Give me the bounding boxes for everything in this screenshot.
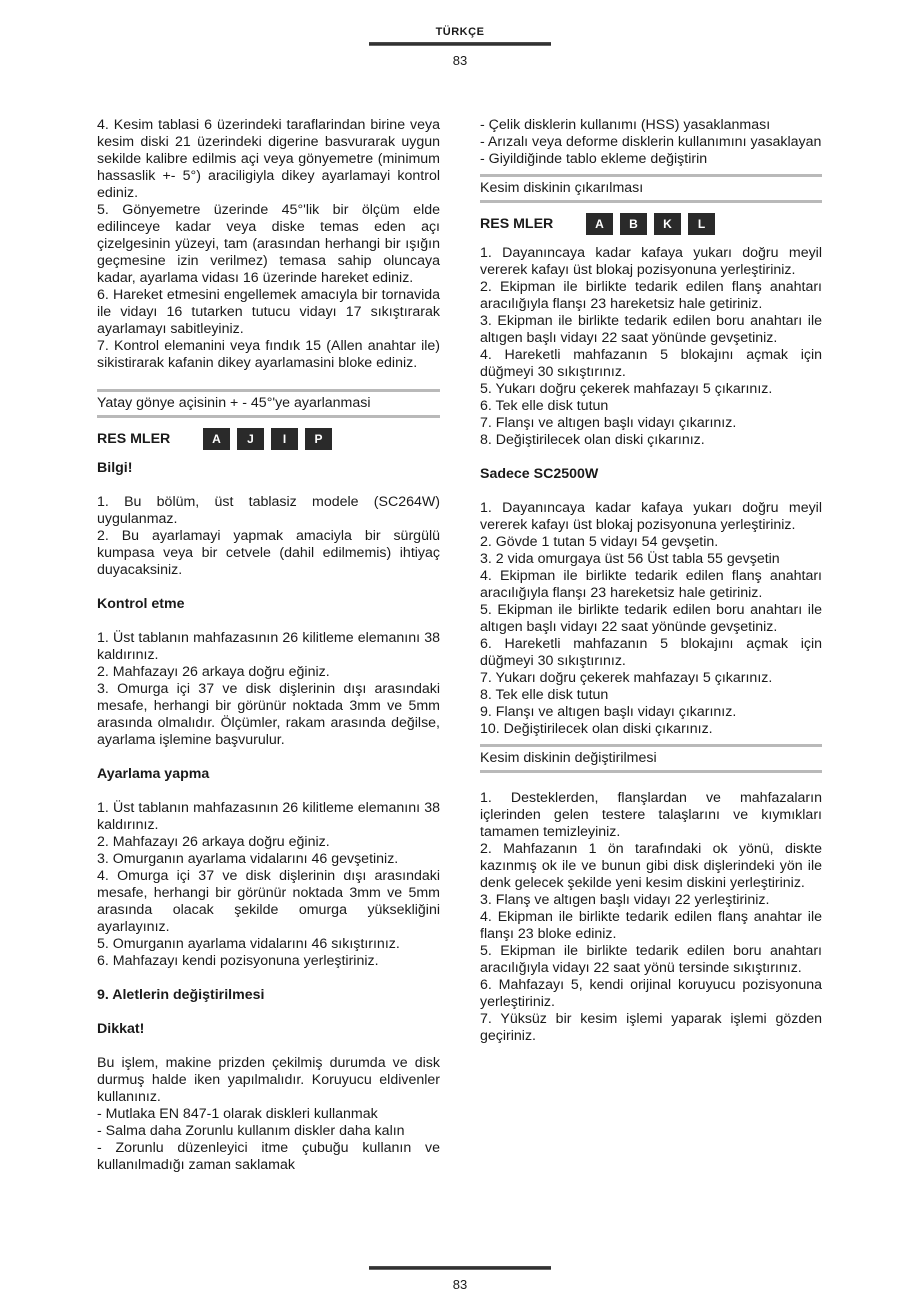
list-item: 7. Kontrol elemanini veya fındık 15 (Allen anahtar ile) sikistirarak kafanin dikey ayarlamasini bloke ediniz.	[97, 338, 440, 371]
list-item: 3. Omurganın ayarlama vidalarını 46 gevşetiniz.	[97, 851, 399, 867]
list-item: 6. Tek elle disk tutun	[480, 398, 609, 414]
list-item: 2. Bu ayarlamayi yapmak amaciyla bir sürgülü kumpasa veya bir cetvele (dahil edilmemis) ihtiyaç duyacaksiniz.	[97, 528, 440, 578]
list-item: 6. Hareketli mahfazanın 5 blokajını açmak için düğmeyi 30 sıkıştırınız.	[480, 636, 822, 669]
figures-label: RES MLER	[97, 430, 171, 447]
warning-text: Bu işlem, makine prizden çekilmiş durumda ve disk durmuş halde iken yapılmalıdır. Koruyucu eldivenler kullanınız.	[97, 1055, 440, 1105]
figure-badge: P	[305, 428, 332, 450]
list-item: 5. Gönyemetre üzerinde 45°'lik bir ölçüm elde edilinceye kadar veya diske temas eden açı çizelgesinin yüzeyi, tam (arasından herhangi bir ışığın geçmesine izin verilmez) temasa sahip oluncaya kadar, ayarlama vidası 16 üzerinde hareket ediniz.	[97, 202, 440, 286]
list-item: 1. Üst tablanın mahfazasının 26 kilitleme elemanını 38 kaldırınız.	[97, 630, 440, 663]
list-item: 1. Bu bölüm, üst tablasiz modele (SC264W) uygulanmaz.	[97, 494, 440, 527]
list-item: 1. Dayanıncaya kadar kafaya yukarı doğru meyil vererek kafayı üst blokaj pozisyonuna yerleştiriniz.	[480, 245, 822, 278]
footer-rule	[369, 1266, 551, 1270]
figures-reference	[97, 426, 440, 452]
list-item: 1. Üst tablanın mahfazasının 26 kilitleme elemanını 38 kaldırınız.	[97, 800, 440, 833]
list-item: 2. Ekipman ile birlikte tedarik edilen flanş anahtarı aracılığıyla flanşı 23 hareketsiz hale getiriniz.	[480, 279, 822, 312]
section-title-blade-change: Kesim diskinin değiştirilmesi	[480, 744, 822, 773]
list-item: - Çelik disklerin kullanımı (HSS) yasaklanması	[480, 117, 771, 133]
list-item: 2. Mahfazayı 26 arkaya doğru eğiniz.	[97, 834, 330, 850]
figure-badge: A	[586, 213, 613, 235]
header-language: TÜRKÇE	[435, 26, 485, 38]
list-item: 4. Omurga içi 37 ve disk dişlerinin dışı arasındaki mesafe, herhangi bir görünür noktada 3mm ve 5mm arasında olacak şekilde omurga yüksekliğini ayarlayınız.	[97, 868, 440, 935]
left-column	[97, 117, 440, 1174]
figure-badge: A	[203, 428, 230, 450]
list-item: 7. Flanşı ve altıgen başlı vidayı çıkarınız.	[480, 415, 737, 431]
list-item: 5. Ekipman ile birlikte tedarik edilen boru anahtarı aracılığıyla vidayı 22 saat yönü tersinde sıkıştırınız.	[480, 943, 822, 976]
list-item: 8. Tek elle disk tutun	[480, 687, 609, 703]
control-heading: Kontrol etme	[97, 596, 185, 612]
list-item: 3. Flanş ve altıgen başlı vidayı 22 yerleştiriniz.	[480, 892, 770, 908]
list-item: 6. Hareket etmesini engellemek amacıyla bir tornavida ile vidayı 16 tutarken tutucu vidayı 17 sıkıştırarak ayarlamayı sabitleyiniz.	[97, 287, 440, 337]
figures-label: RES MLER	[480, 215, 554, 232]
figure-badge: L	[688, 213, 715, 235]
list-item: 2. Gövde 1 tutan 5 vidayı 54 gevşetin.	[480, 534, 719, 550]
list-item: 4. Ekipman ile birlikte tedarik edilen flanş anahtar ile flanşı 23 bloke ediniz.	[480, 909, 822, 942]
info-heading: Bilgi!	[97, 460, 133, 476]
footer-page-number: 83	[452, 1277, 468, 1292]
list-item: 9. Flanşı ve altıgen başlı vidayı çıkarınız.	[480, 704, 737, 720]
list-item: 5. Omurganın ayarlama vidalarını 46 sıkıştırınız.	[97, 936, 400, 952]
warning-heading: Dikkat!	[97, 1021, 145, 1037]
list-item: - Mutlaka EN 847-1 olarak diskleri kullanmak	[97, 1106, 378, 1122]
list-item: 1. Dayanıncaya kadar kafaya yukarı doğru meyil vererek kafayı üst blokaj pozisyonuna yerleştiriniz.	[480, 500, 822, 533]
list-item: - Giyildiğinde tablo ekleme değiştirin	[480, 151, 708, 167]
list-item: 2. Mahfazayı 26 arkaya doğru eğiniz.	[97, 664, 330, 680]
list-item: - Salma daha Zorunlu kullanım diskler daha kalın	[97, 1123, 405, 1139]
section-title-horizontal-mitre: Yatay gönye açisinin + - 45°'ye ayarlanmasi	[97, 389, 440, 418]
list-item: 6. Mahfazayı kendi pozisyonuna yerleştiriniz.	[97, 953, 379, 969]
list-item: 5. Ekipman ile birlikte tedarik edilen boru anahtarı ile altıgen başlı vidayı 22 saat yönünde gevşetiniz.	[480, 602, 822, 635]
vertical-adjust-list	[97, 117, 440, 372]
tools-heading: 9. Aletlerin değiştirilmesi	[97, 987, 265, 1003]
figure-badge: I	[271, 428, 298, 450]
list-item: - Arızalı veya deforme disklerin kullanımını yasaklayan	[480, 134, 822, 150]
list-item: 8. Değiştirilecek olan diski çıkarınız.	[480, 432, 705, 448]
list-item: 6. Mahfazayı 5, kendi orijinal koruyucu pozisyonuna yerleştiriniz.	[480, 977, 822, 1010]
sc2500w-heading: Sadece SC2500W	[480, 466, 599, 482]
figure-badge: K	[654, 213, 681, 235]
list-item: 7. Yüksüz bir kesim işlemi yaparak işlemi gözden geçiriniz.	[480, 1011, 822, 1044]
list-item: - Zorunlu düzenleyici itme çubuğu kullanın ve kullanılmadığı zaman saklamak	[97, 1140, 440, 1173]
adjust-heading: Ayarlama yapma	[97, 766, 210, 782]
header-page-number: 83	[452, 53, 468, 68]
list-item: 3. Omurga içi 37 ve disk dişlerinin dışı arasındaki mesafe, herhangi bir görünür noktada 3mm ve 5mm arasında olmalıdır. Ölçümler, rakam arasında değilse, ayarlama işlemine başvurulur.	[97, 681, 440, 748]
list-item: 4. Kesim tablasi 6 üzerindeki taraflarindan birine veya kesim diski 21 üzerindeki digerine basvurarak uygun sekilde kalibre edilmis açi veya gönyemetre (minimum hassaslik +- 5°) araciligiyla dikey ayarlamayi kontrol ediniz.	[97, 117, 440, 201]
figures-reference	[480, 211, 822, 237]
list-item: 2. Mahfazanın 1 ön tarafındaki ok yönü, diskte kazınmış ok ile ve bunun gibi disk dişlerindeki yön ile denk gelecek şekilde yeni kesim diskini yerleştiriniz.	[480, 841, 822, 891]
list-item: 7. Yukarı doğru çekerek mahfazayı 5 çıkarınız.	[480, 670, 773, 686]
list-item: 4. Ekipman ile birlikte tedarik edilen flanş anahtarı aracılığıyla flanşı 23 hareketsiz hale getiriniz.	[480, 568, 822, 601]
section-title-blade-removal: Kesim diskinin çıkarılması	[480, 174, 822, 203]
header-rule	[369, 42, 551, 46]
list-item: 4. Hareketli mahfazanın 5 blokajını açmak için düğmeyi 30 sıkıştırınız.	[480, 347, 822, 380]
figure-badge: J	[237, 428, 264, 450]
figure-badge: B	[620, 213, 647, 235]
list-item: 10. Değiştirilecek olan diski çıkarınız.	[480, 721, 713, 737]
right-column	[480, 117, 822, 1045]
list-item: 3. Ekipman ile birlikte tedarik edilen boru anahtarı ile altıgen başlı vidayı 22 saat yönünde gevşetiniz.	[480, 313, 822, 346]
list-item: 5. Yukarı doğru çekerek mahfazayı 5 çıkarınız.	[480, 381, 773, 397]
list-item: 1. Desteklerden, flanşlardan ve mahfazaların içlerinden gelen testere talaşlarını ve kıymıkları tamamen temizleyiniz.	[480, 790, 822, 840]
list-item: 3. 2 vida omurgaya üst 56 Üst tabla 55 gevşetin	[480, 551, 780, 567]
